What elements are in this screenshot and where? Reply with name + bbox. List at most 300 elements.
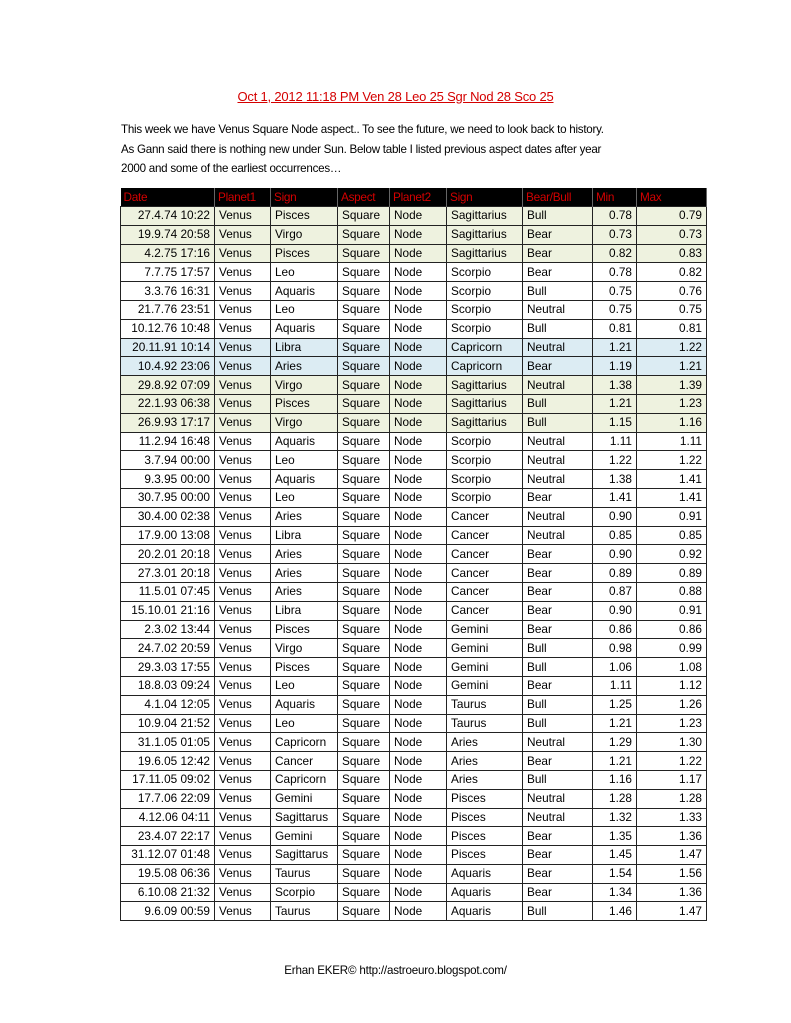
cell-max: 1.41: [637, 470, 707, 489]
cell-max: 1.21: [637, 357, 707, 376]
cell-date: 17.11.05 09:02: [121, 770, 215, 789]
cell-bear-bull: Neutral: [523, 507, 593, 526]
cell-planet2: Node: [390, 864, 447, 883]
cell-planet1: Venus: [215, 752, 271, 771]
cell-planet1: Venus: [215, 902, 271, 921]
cell-bear-bull: Neutral: [523, 733, 593, 752]
cell-max: 0.89: [637, 564, 707, 583]
cell-sign2: Sagittarius: [447, 207, 523, 226]
cell-planet1: Venus: [215, 770, 271, 789]
cell-aspect: Square: [338, 376, 390, 395]
cell-max: 1.47: [637, 846, 707, 865]
cell-planet2: Node: [390, 470, 447, 489]
cell-max: 1.39: [637, 376, 707, 395]
cell-max: 1.56: [637, 864, 707, 883]
table-row: [121, 470, 707, 489]
cell-planet2: Node: [390, 225, 447, 244]
cell-sign1: Aquaris: [271, 282, 338, 301]
cell-bear-bull: Bull: [523, 319, 593, 338]
cell-sign2: Scorpio: [447, 451, 523, 470]
cell-date: 9.6.09 00:59: [121, 902, 215, 921]
cell-max: 1.22: [637, 451, 707, 470]
cell-min: 0.85: [593, 526, 637, 545]
cell-date: 19.9.74 20:58: [121, 225, 215, 244]
cell-max: 0.83: [637, 244, 707, 263]
cell-sign2: Scorpio: [447, 470, 523, 489]
cell-date: 24.7.02 20:59: [121, 639, 215, 658]
cell-min: 0.82: [593, 244, 637, 263]
table-row: [121, 620, 707, 639]
cell-date: 4.12.06 04:11: [121, 808, 215, 827]
cell-date: 21.7.76 23:51: [121, 300, 215, 319]
cell-planet2: Node: [390, 714, 447, 733]
cell-sign2: Pisces: [447, 846, 523, 865]
cell-bear-bull: Bull: [523, 714, 593, 733]
cell-planet1: Venus: [215, 432, 271, 451]
cell-sign2: Aries: [447, 752, 523, 771]
cell-date: 7.7.75 17:57: [121, 263, 215, 282]
cell-planet2: Node: [390, 507, 447, 526]
table-row: [121, 658, 707, 677]
cell-aspect: Square: [338, 394, 390, 413]
cell-planet1: Venus: [215, 488, 271, 507]
cell-planet1: Venus: [215, 601, 271, 620]
table-row: [121, 376, 707, 395]
cell-sign1: Aquaris: [271, 432, 338, 451]
table-row: [121, 263, 707, 282]
cell-sign2: Gemini: [447, 620, 523, 639]
cell-max: 1.08: [637, 658, 707, 677]
table-row: [121, 207, 707, 226]
table-row: [121, 752, 707, 771]
cell-sign1: Libra: [271, 338, 338, 357]
cell-min: 1.19: [593, 357, 637, 376]
cell-aspect: Square: [338, 357, 390, 376]
cell-aspect: Square: [338, 470, 390, 489]
cell-planet1: Venus: [215, 282, 271, 301]
table-row: [121, 770, 707, 789]
cell-date: 20.11.91 10:14: [121, 338, 215, 357]
cell-sign1: Gemini: [271, 789, 338, 808]
cell-planet1: Venus: [215, 244, 271, 263]
cell-min: 1.06: [593, 658, 637, 677]
cell-sign2: Taurus: [447, 695, 523, 714]
cell-bear-bull: Neutral: [523, 432, 593, 451]
cell-sign2: Cancer: [447, 601, 523, 620]
cell-planet1: Venus: [215, 413, 271, 432]
cell-bear-bull: Bear: [523, 225, 593, 244]
cell-date: 4.2.75 17:16: [121, 244, 215, 263]
table-row: [121, 695, 707, 714]
cell-min: 1.54: [593, 864, 637, 883]
cell-sign1: Virgo: [271, 225, 338, 244]
cell-date: 19.6.05 12:42: [121, 752, 215, 771]
cell-min: 1.16: [593, 770, 637, 789]
table-row: [121, 582, 707, 601]
cell-planet2: Node: [390, 488, 447, 507]
cell-planet1: Venus: [215, 789, 271, 808]
cell-date: 30.7.95 00:00: [121, 488, 215, 507]
cell-sign2: Aquaris: [447, 864, 523, 883]
cell-aspect: Square: [338, 319, 390, 338]
cell-min: 1.38: [593, 376, 637, 395]
cell-max: 0.88: [637, 582, 707, 601]
cell-date: 9.3.95 00:00: [121, 470, 215, 489]
cell-date: 23.4.07 22:17: [121, 827, 215, 846]
cell-planet1: Venus: [215, 714, 271, 733]
cell-planet1: Venus: [215, 526, 271, 545]
cell-sign1: Leo: [271, 300, 338, 319]
cell-sign2: Gemini: [447, 658, 523, 677]
cell-max: 1.41: [637, 488, 707, 507]
cell-bear-bull: Neutral: [523, 789, 593, 808]
table-row: [121, 564, 707, 583]
table-row: [121, 827, 707, 846]
table-row: [121, 733, 707, 752]
cell-sign2: Scorpio: [447, 432, 523, 451]
table-row: [121, 357, 707, 376]
table-row: [121, 601, 707, 620]
cell-sign1: Virgo: [271, 413, 338, 432]
cell-sign1: Sagittarus: [271, 808, 338, 827]
cell-planet2: Node: [390, 338, 447, 357]
cell-planet2: Node: [390, 808, 447, 827]
cell-sign2: Aries: [447, 770, 523, 789]
table-row: [121, 300, 707, 319]
cell-bear-bull: Bull: [523, 282, 593, 301]
cell-sign1: Libra: [271, 526, 338, 545]
cell-max: 0.81: [637, 319, 707, 338]
cell-bear-bull: Neutral: [523, 338, 593, 357]
header-max: Max: [637, 188, 707, 207]
cell-sign2: Aries: [447, 733, 523, 752]
cell-date: 29.8.92 07:09: [121, 376, 215, 395]
cell-planet1: Venus: [215, 357, 271, 376]
cell-max: 0.91: [637, 507, 707, 526]
cell-planet1: Venus: [215, 639, 271, 658]
header-bear-bull: Bear/Bull: [523, 188, 593, 207]
cell-planet1: Venus: [215, 658, 271, 677]
cell-min: 1.32: [593, 808, 637, 827]
cell-date: 6.10.08 21:32: [121, 883, 215, 902]
cell-date: 22.1.93 06:38: [121, 394, 215, 413]
cell-bear-bull: Neutral: [523, 470, 593, 489]
table-row: [121, 526, 707, 545]
cell-date: 31.12.07 01:48: [121, 846, 215, 865]
cell-bear-bull: Bear: [523, 883, 593, 902]
table-row: [121, 319, 707, 338]
cell-sign2: Scorpio: [447, 319, 523, 338]
intro-line: 2000 and some of the earliest occurrences…: [121, 162, 342, 176]
cell-date: 3.3.76 16:31: [121, 282, 215, 301]
cell-max: 1.26: [637, 695, 707, 714]
cell-date: 3.7.94 00:00: [121, 451, 215, 470]
cell-date: 18.8.03 09:24: [121, 676, 215, 695]
cell-aspect: Square: [338, 207, 390, 226]
cell-planet2: Node: [390, 883, 447, 902]
cell-date: 11.5.01 07:45: [121, 582, 215, 601]
header-planet2: Planet2: [390, 188, 447, 207]
header-planet1: Planet1: [215, 188, 271, 207]
cell-bear-bull: Bear: [523, 846, 593, 865]
cell-planet2: Node: [390, 770, 447, 789]
cell-date: 10.9.04 21:52: [121, 714, 215, 733]
cell-min: 0.87: [593, 582, 637, 601]
cell-planet2: Node: [390, 902, 447, 921]
cell-max: 0.82: [637, 263, 707, 282]
cell-aspect: Square: [338, 413, 390, 432]
cell-aspect: Square: [338, 733, 390, 752]
cell-aspect: Square: [338, 808, 390, 827]
cell-planet1: Venus: [215, 564, 271, 583]
table-row: [121, 846, 707, 865]
cell-date: 17.9.00 13:08: [121, 526, 215, 545]
cell-planet1: Venus: [215, 225, 271, 244]
cell-max: 1.23: [637, 714, 707, 733]
header-date: Date: [121, 188, 215, 207]
cell-sign2: Aquaris: [447, 883, 523, 902]
cell-sign2: Capricorn: [447, 338, 523, 357]
cell-sign1: Aquaris: [271, 319, 338, 338]
cell-bear-bull: Neutral: [523, 526, 593, 545]
cell-sign1: Aries: [271, 545, 338, 564]
cell-max: 0.91: [637, 601, 707, 620]
cell-sign1: Capricorn: [271, 733, 338, 752]
cell-min: 1.22: [593, 451, 637, 470]
cell-planet1: Venus: [215, 733, 271, 752]
cell-sign1: Aries: [271, 582, 338, 601]
cell-date: 15.10.01 21:16: [121, 601, 215, 620]
cell-sign1: Capricorn: [271, 770, 338, 789]
cell-bear-bull: Bear: [523, 676, 593, 695]
cell-sign2: Aquaris: [447, 902, 523, 921]
cell-planet2: Node: [390, 451, 447, 470]
cell-planet2: Node: [390, 545, 447, 564]
cell-min: 1.11: [593, 432, 637, 451]
intro-line: As Gann said there is nothing new under Sun. Below table I listed previous aspect dates after year: [121, 142, 602, 156]
cell-planet2: Node: [390, 526, 447, 545]
cell-aspect: Square: [338, 676, 390, 695]
cell-aspect: Square: [338, 564, 390, 583]
cell-sign1: Cancer: [271, 752, 338, 771]
cell-sign1: Pisces: [271, 620, 338, 639]
table-row: [121, 488, 707, 507]
header-sign1: Sign: [271, 188, 338, 207]
cell-planet1: Venus: [215, 470, 271, 489]
cell-sign2: Sagittarius: [447, 394, 523, 413]
header-min: Min: [593, 188, 637, 207]
cell-planet2: Node: [390, 601, 447, 620]
cell-max: 1.36: [637, 883, 707, 902]
cell-max: 1.36: [637, 827, 707, 846]
cell-max: 1.11: [637, 432, 707, 451]
cell-bear-bull: Bull: [523, 413, 593, 432]
cell-aspect: Square: [338, 695, 390, 714]
cell-planet1: Venus: [215, 376, 271, 395]
cell-aspect: Square: [338, 789, 390, 808]
cell-sign1: Libra: [271, 601, 338, 620]
cell-sign1: Aquaris: [271, 470, 338, 489]
cell-planet2: Node: [390, 658, 447, 677]
table-header-row: [121, 188, 707, 207]
cell-aspect: Square: [338, 846, 390, 865]
cell-bear-bull: Bull: [523, 639, 593, 658]
cell-sign2: Pisces: [447, 827, 523, 846]
table-row: [121, 225, 707, 244]
cell-max: 1.16: [637, 413, 707, 432]
cell-sign1: Virgo: [271, 376, 338, 395]
cell-max: 1.23: [637, 394, 707, 413]
cell-sign1: Leo: [271, 488, 338, 507]
table-row: [121, 413, 707, 432]
cell-aspect: Square: [338, 282, 390, 301]
cell-planet1: Venus: [215, 864, 271, 883]
cell-aspect: Square: [338, 545, 390, 564]
cell-sign2: Sagittarius: [447, 225, 523, 244]
cell-planet2: Node: [390, 282, 447, 301]
cell-min: 1.21: [593, 752, 637, 771]
cell-bear-bull: Bear: [523, 244, 593, 263]
cell-planet1: Venus: [215, 808, 271, 827]
cell-planet1: Venus: [215, 545, 271, 564]
cell-sign2: Cancer: [447, 507, 523, 526]
cell-planet2: Node: [390, 827, 447, 846]
cell-sign1: Taurus: [271, 864, 338, 883]
header-aspect: Aspect: [338, 188, 390, 207]
cell-max: 1.30: [637, 733, 707, 752]
table-row: [121, 639, 707, 658]
table-row: [121, 394, 707, 413]
cell-planet2: Node: [390, 432, 447, 451]
cell-sign2: Cancer: [447, 582, 523, 601]
cell-date: 10.12.76 10:48: [121, 319, 215, 338]
cell-min: 0.78: [593, 263, 637, 282]
cell-date: 26.9.93 17:17: [121, 413, 215, 432]
cell-aspect: Square: [338, 263, 390, 282]
cell-sign1: Leo: [271, 451, 338, 470]
cell-bear-bull: Bear: [523, 864, 593, 883]
cell-planet1: Venus: [215, 394, 271, 413]
cell-bear-bull: Bear: [523, 601, 593, 620]
cell-aspect: Square: [338, 639, 390, 658]
table-row: [121, 545, 707, 564]
cell-date: 29.3.03 17:55: [121, 658, 215, 677]
cell-min: 1.41: [593, 488, 637, 507]
cell-min: 1.34: [593, 883, 637, 902]
cell-aspect: Square: [338, 582, 390, 601]
cell-planet2: Node: [390, 620, 447, 639]
cell-sign1: Pisces: [271, 658, 338, 677]
cell-planet1: Venus: [215, 263, 271, 282]
header-sign2: Sign: [447, 188, 523, 207]
cell-sign1: Taurus: [271, 902, 338, 921]
cell-date: 30.4.00 02:38: [121, 507, 215, 526]
cell-max: 0.73: [637, 225, 707, 244]
cell-bear-bull: Bear: [523, 545, 593, 564]
cell-planet2: Node: [390, 413, 447, 432]
cell-sign2: Gemini: [447, 676, 523, 695]
cell-planet2: Node: [390, 582, 447, 601]
cell-bear-bull: Bull: [523, 695, 593, 714]
cell-aspect: Square: [338, 338, 390, 357]
cell-sign2: Scorpio: [447, 488, 523, 507]
cell-max: 1.12: [637, 676, 707, 695]
cell-max: 0.86: [637, 620, 707, 639]
cell-min: 0.78: [593, 207, 637, 226]
cell-date: 11.2.94 16:48: [121, 432, 215, 451]
cell-max: 0.85: [637, 526, 707, 545]
cell-min: 0.90: [593, 545, 637, 564]
cell-aspect: Square: [338, 488, 390, 507]
cell-sign2: Sagittarius: [447, 376, 523, 395]
cell-sign1: Gemini: [271, 827, 338, 846]
cell-max: 1.33: [637, 808, 707, 827]
cell-aspect: Square: [338, 883, 390, 902]
cell-min: 0.75: [593, 282, 637, 301]
cell-planet1: Venus: [215, 451, 271, 470]
cell-planet1: Venus: [215, 207, 271, 226]
cell-bear-bull: Neutral: [523, 300, 593, 319]
cell-date: 4.1.04 12:05: [121, 695, 215, 714]
cell-bear-bull: Bear: [523, 357, 593, 376]
cell-date: 19.5.08 06:36: [121, 864, 215, 883]
cell-sign1: Leo: [271, 676, 338, 695]
cell-bear-bull: Bull: [523, 902, 593, 921]
footer-credit: Erhan EKER© http://astroeuro.blogspot.com/: [284, 964, 507, 977]
cell-min: 1.21: [593, 338, 637, 357]
cell-planet1: Venus: [215, 507, 271, 526]
table-row: [121, 432, 707, 451]
cell-min: 1.21: [593, 394, 637, 413]
table-row: [121, 714, 707, 733]
cell-sign1: Pisces: [271, 244, 338, 263]
cell-min: 1.15: [593, 413, 637, 432]
cell-aspect: Square: [338, 864, 390, 883]
cell-aspect: Square: [338, 770, 390, 789]
cell-planet1: Venus: [215, 319, 271, 338]
cell-max: 0.75: [637, 300, 707, 319]
cell-sign1: Aries: [271, 507, 338, 526]
cell-sign2: Scorpio: [447, 263, 523, 282]
cell-min: 1.25: [593, 695, 637, 714]
cell-planet1: Venus: [215, 620, 271, 639]
cell-aspect: Square: [338, 225, 390, 244]
cell-aspect: Square: [338, 432, 390, 451]
cell-sign1: Aries: [271, 564, 338, 583]
cell-planet2: Node: [390, 639, 447, 658]
cell-planet2: Node: [390, 676, 447, 695]
cell-aspect: Square: [338, 244, 390, 263]
cell-min: 1.38: [593, 470, 637, 489]
cell-sign1: Sagittarus: [271, 846, 338, 865]
cell-planet2: Node: [390, 752, 447, 771]
cell-planet1: Venus: [215, 300, 271, 319]
cell-planet2: Node: [390, 357, 447, 376]
cell-max: 1.28: [637, 789, 707, 808]
cell-sign2: Cancer: [447, 545, 523, 564]
cell-planet1: Venus: [215, 676, 271, 695]
cell-sign2: Capricorn: [447, 357, 523, 376]
intro-line: This week we have Venus Square Node aspect.. To see the future, we need to look back to history.: [121, 123, 604, 136]
cell-date: 10.4.92 23:06: [121, 357, 215, 376]
cell-bear-bull: Bull: [523, 394, 593, 413]
cell-planet2: Node: [390, 207, 447, 226]
page-title: Oct 1, 2012 11:18 PM Ven 28 Leo 25 Sgr Nod 28 Sco 25: [237, 89, 554, 104]
cell-date: 31.1.05 01:05: [121, 733, 215, 752]
cell-min: 1.46: [593, 902, 637, 921]
table-row: [121, 282, 707, 301]
cell-min: 0.98: [593, 639, 637, 658]
